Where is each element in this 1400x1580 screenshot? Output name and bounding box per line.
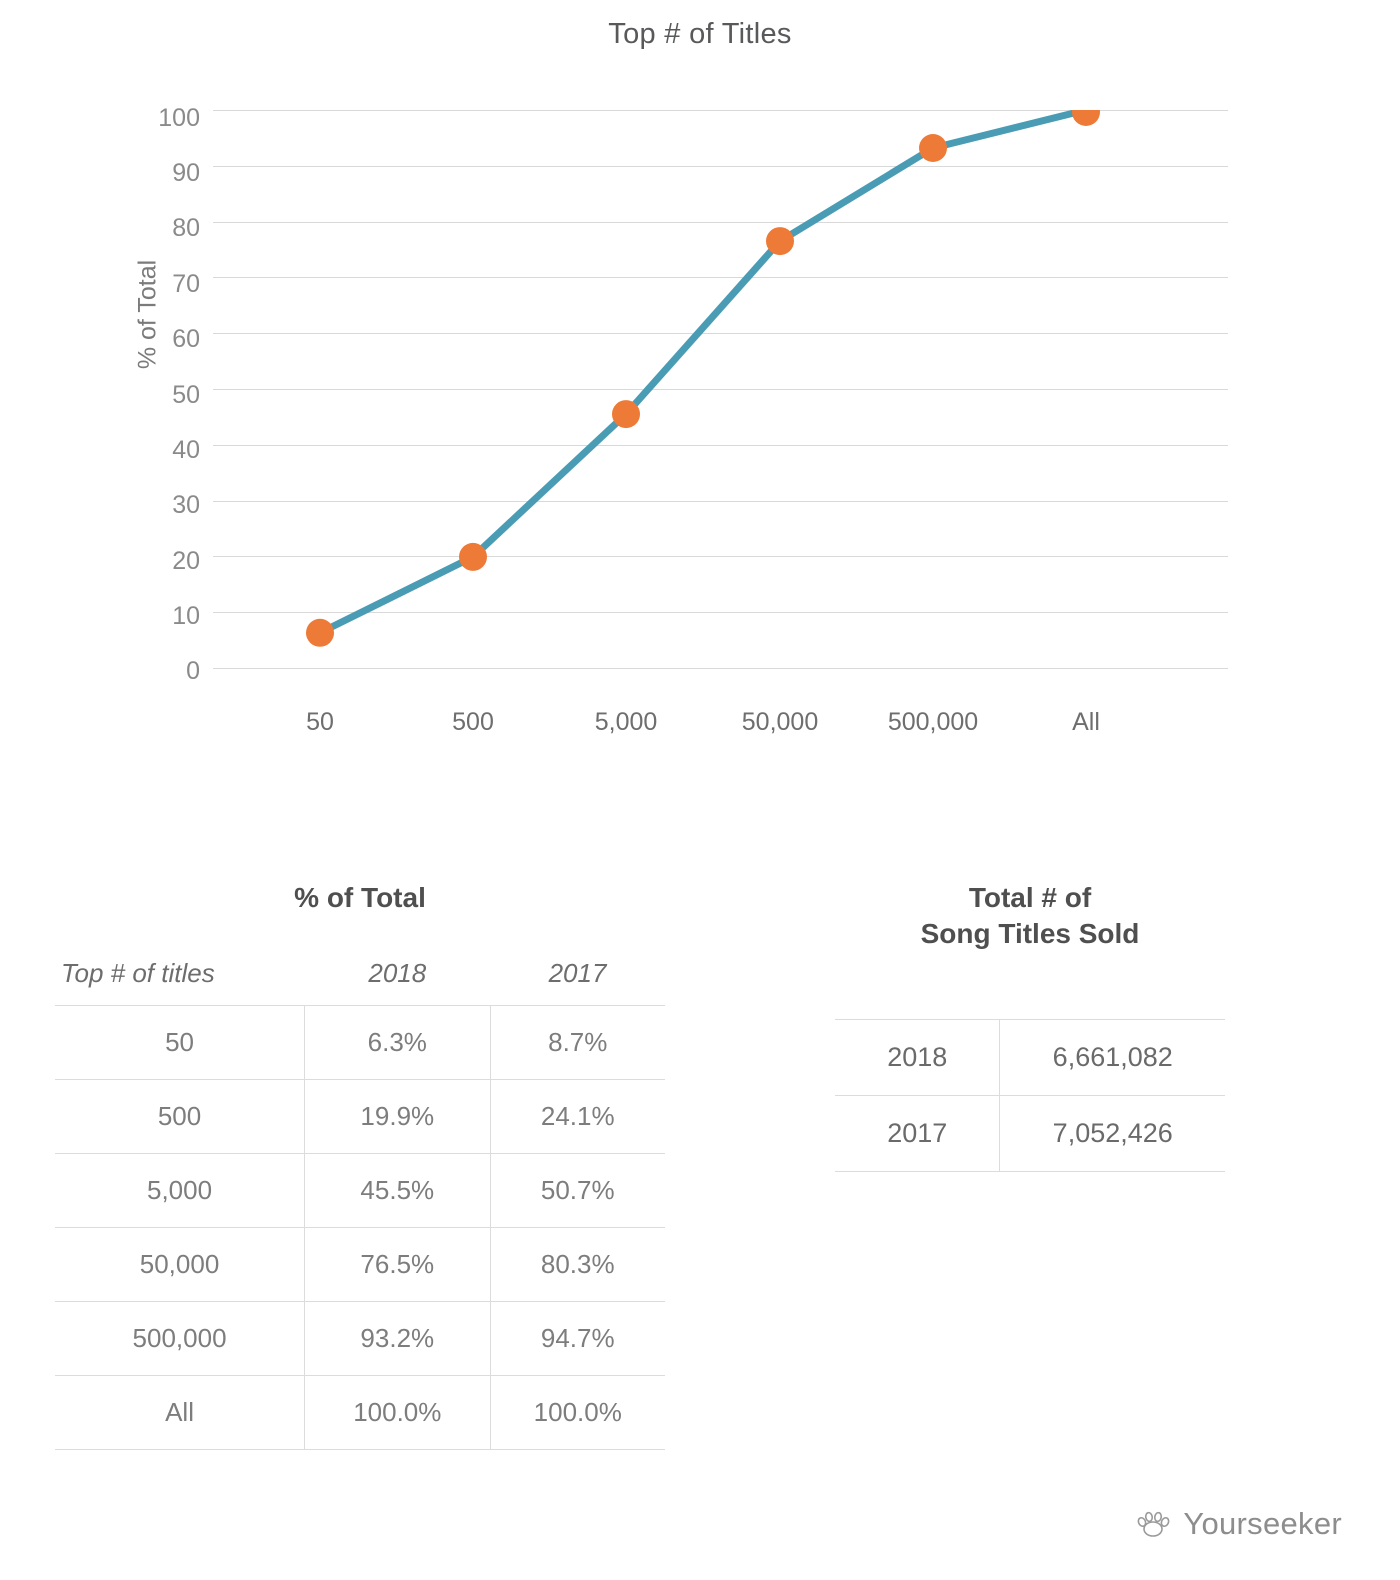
data-point-marker	[919, 134, 947, 162]
cell-total: 6,661,082	[1000, 1019, 1225, 1095]
percent-of-total-table-area	[55, 880, 665, 1450]
table-row	[55, 1228, 665, 1302]
cell-top-titles: 50,000	[55, 1228, 305, 1302]
totals-table-area	[835, 880, 1225, 1172]
cell-2018: 76.5%	[305, 1228, 490, 1302]
cell-2017: 80.3%	[490, 1228, 665, 1302]
y-tick-label: 100	[158, 104, 200, 132]
data-point-marker	[1072, 110, 1100, 126]
table-row	[835, 1095, 1225, 1171]
table-row	[55, 1006, 665, 1080]
percent-table-title: % of Total	[294, 882, 426, 913]
cell-2018: 45.5%	[305, 1154, 490, 1228]
y-tick-label: 90	[172, 159, 200, 187]
data-point-marker	[612, 400, 640, 428]
watermark	[1133, 1506, 1342, 1542]
x-tick-label: 50	[306, 708, 334, 736]
chart-title: Top # of Titles	[608, 18, 792, 50]
x-tick-label: 500,000	[887, 708, 979, 736]
column-header-top-titles: Top # of titles	[61, 958, 215, 989]
y-tick-label: 50	[172, 381, 200, 409]
totals-table-title-line1: Total # of	[968, 882, 1092, 913]
cell-2017: 8.7%	[490, 1006, 665, 1080]
x-tick-label: All	[1072, 708, 1100, 736]
column-header-2017: 2017	[548, 958, 607, 989]
cell-2018: 19.9%	[305, 1080, 490, 1154]
cell-top-titles: 500,000	[55, 1302, 305, 1376]
tables-panel	[0, 880, 1400, 1580]
cell-2017: 94.7%	[490, 1302, 665, 1376]
table-row	[55, 1376, 665, 1450]
cell-2018: 100.0%	[305, 1376, 490, 1450]
cell-year: 2018	[835, 1019, 1000, 1095]
x-tick-label: 50,000	[741, 708, 819, 736]
cell-top-titles: All	[55, 1376, 305, 1450]
cell-2017: 50.7%	[490, 1154, 665, 1228]
y-tick-label: 30	[172, 491, 200, 519]
table-header-row	[55, 954, 665, 1006]
y-axis-label: % of Total	[133, 259, 162, 370]
plot-area	[213, 110, 1228, 668]
line-series-svg	[213, 110, 1228, 670]
cell-top-titles: 500	[55, 1080, 305, 1154]
cell-total: 7,052,426	[1000, 1095, 1225, 1171]
y-tick-label: 80	[172, 214, 200, 242]
x-tick-label: 500	[452, 708, 494, 736]
series-line-2018	[320, 110, 1086, 633]
cell-2017: 100.0%	[490, 1376, 665, 1450]
y-tick-label: 20	[172, 547, 200, 575]
totals-table-title-line2: Song Titles Sold	[920, 918, 1140, 950]
cell-2018: 6.3%	[305, 1006, 490, 1080]
y-tick-label: 10	[172, 602, 200, 630]
y-tick-label: 70	[172, 270, 200, 298]
data-point-marker	[459, 543, 487, 571]
cell-2017: 24.1%	[490, 1080, 665, 1154]
y-tick-label: 60	[172, 325, 200, 353]
y-tick-label: 0	[186, 657, 200, 685]
cell-top-titles: 5,000	[55, 1154, 305, 1228]
y-tick-label: 40	[172, 436, 200, 464]
percent-of-total-table	[55, 954, 665, 1450]
data-point-marker	[306, 619, 334, 647]
table-row	[835, 1019, 1225, 1095]
paw-logo-icon	[1133, 1508, 1173, 1540]
cell-year: 2017	[835, 1095, 1000, 1171]
column-header-2018: 2018	[368, 958, 427, 989]
totals-table-title	[835, 880, 1225, 953]
x-tick-label: 5,000	[594, 708, 658, 736]
cell-2018: 93.2%	[305, 1302, 490, 1376]
cell-top-titles: 50	[55, 1006, 305, 1080]
table-row	[55, 1080, 665, 1154]
data-point-marker	[766, 227, 794, 255]
totals-table	[835, 1019, 1225, 1172]
table-row	[55, 1302, 665, 1376]
watermark-text: Yourseeker	[1183, 1506, 1342, 1541]
table-row	[55, 1154, 665, 1228]
